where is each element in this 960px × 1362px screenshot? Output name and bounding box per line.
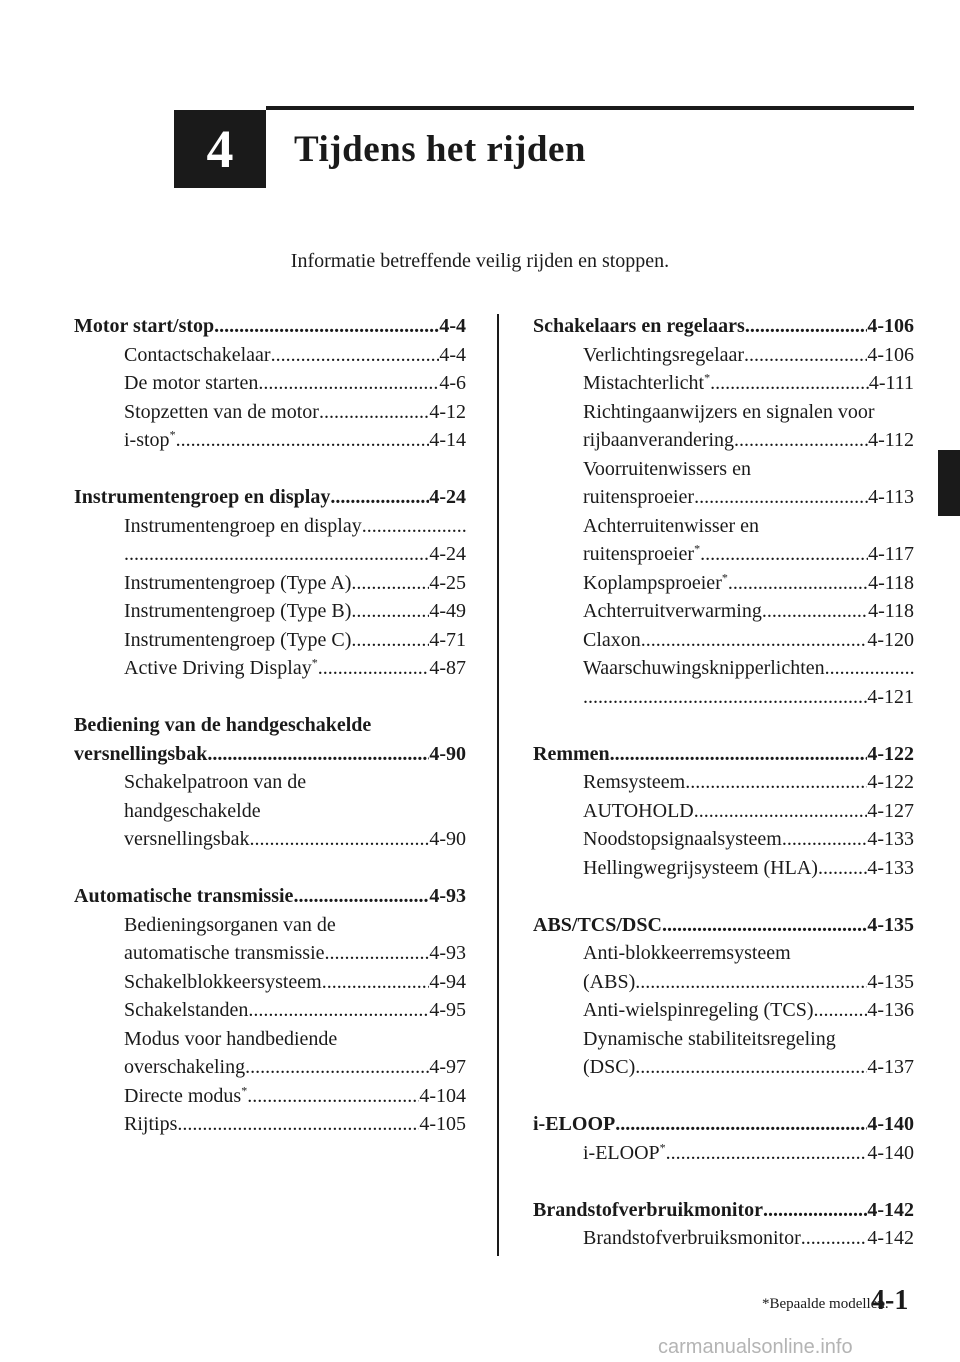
toc-entry[interactable]: De motor starten ..... 4-6 xyxy=(74,369,466,398)
toc-entry[interactable]: Koplampsproeier* ..... 4-118 xyxy=(533,569,914,598)
toc-entry[interactable]: Hellingwegrijsysteem (HLA) ..... 4-133 xyxy=(533,854,914,883)
toc-section xyxy=(74,483,466,683)
toc-heading[interactable]: ABS/TCS/DSC ..... 4-135 xyxy=(533,911,914,940)
toc-entry-continuation[interactable]: ..... 4-24 xyxy=(74,540,466,569)
toc-entry[interactable]: Claxon ..... 4-120 xyxy=(533,626,914,655)
toc-entry[interactable]: Schakelstanden ..... 4-95 xyxy=(74,996,466,1025)
watermark: carmanualsonline.info xyxy=(658,1336,853,1358)
toc-entry[interactable]: AUTOHOLD ..... 4-127 xyxy=(533,797,914,826)
toc-entry-line[interactable]: Dynamische stabiliteitsregeling xyxy=(583,1027,836,1050)
chapter-title: Tijdens het rijden xyxy=(294,129,587,170)
toc-entry[interactable]: Brandstofverbruiksmonitor ..... 4-142 xyxy=(533,1224,914,1253)
toc-entry[interactable]: Active Driving Display* ..... 4-87 xyxy=(74,654,466,683)
asterisk-marker: * xyxy=(311,655,318,670)
chapter-number-box xyxy=(174,110,266,188)
asterisk-marker: * xyxy=(659,1139,666,1154)
toc-right-column xyxy=(533,312,914,1281)
toc-entry[interactable]: ruitensproeier* ..... 4-117 xyxy=(533,540,914,569)
toc-heading[interactable]: Brandstofverbruikmonitor ..... 4-142 xyxy=(533,1196,914,1225)
toc-entry[interactable]: rijbaanverandering ..... 4-112 xyxy=(533,426,914,455)
chapter-side-tab xyxy=(938,450,960,516)
chapter-number: 4 xyxy=(206,119,234,179)
toc-section xyxy=(533,1196,914,1253)
header-rule xyxy=(266,106,914,110)
toc-entry[interactable]: (DSC) ..... 4-137 xyxy=(533,1053,914,1082)
chapter-intro: Informatie betreffende veilig rijden en stoppen. xyxy=(290,250,670,272)
toc-entry[interactable]: Contactschakelaar ..... 4-4 xyxy=(74,341,466,370)
toc-section xyxy=(533,1110,914,1167)
asterisk-marker: * xyxy=(721,569,728,584)
toc-entry[interactable]: Verlichtingsregelaar ..... 4-106 xyxy=(533,341,914,370)
toc-entry[interactable]: Directe modus* ..... 4-104 xyxy=(74,1082,466,1111)
toc-entry-line[interactable]: Modus voor handbediende xyxy=(124,1027,338,1050)
toc-entry[interactable]: Mistachterlicht* ..... 4-111 xyxy=(533,369,914,398)
toc-entry[interactable]: Schakelblokkeersysteem ..... 4-94 xyxy=(74,968,466,997)
toc-heading[interactable]: versnellingsbak ..... 4-90 xyxy=(74,740,466,769)
toc-section xyxy=(533,740,914,883)
toc-entry[interactable]: Waarschuwingsknipperlichten ..... xyxy=(533,654,914,683)
toc-heading[interactable]: i-ELOOP ..... 4-140 xyxy=(533,1110,914,1139)
toc-heading[interactable]: Remmen ..... 4-122 xyxy=(533,740,914,769)
toc-heading[interactable]: Schakelaars en regelaars ..... 4-106 xyxy=(533,312,914,341)
toc-entry-line[interactable]: Anti-blokkeerremsysteem xyxy=(583,942,791,964)
asterisk-marker: * xyxy=(694,541,701,556)
asterisk-marker: * xyxy=(241,1082,248,1097)
toc-left-column xyxy=(74,312,466,1167)
toc-entry[interactable]: overschakeling ..... 4-97 xyxy=(74,1053,466,1082)
toc-section xyxy=(74,312,466,455)
toc-section xyxy=(533,911,914,1082)
toc-entry[interactable]: Instrumentengroep (Type B) ..... 4-49 xyxy=(74,597,466,626)
toc-entry[interactable]: Stopzetten van de motor ..... 4-12 xyxy=(74,398,466,427)
toc-entry[interactable]: automatische transmissie ..... 4-93 xyxy=(74,939,466,968)
toc-section xyxy=(74,711,466,854)
toc-heading[interactable]: Motor start/stop ..... 4-4 xyxy=(74,312,466,341)
toc-entry[interactable]: i-ELOOP* ..... 4-140 xyxy=(533,1139,914,1168)
toc-entry[interactable]: Instrumentengroep en display ..... xyxy=(74,512,466,541)
toc-entry-line[interactable]: Achterruitenwisser en xyxy=(583,514,760,537)
toc-entry[interactable]: (ABS) ..... 4-135 xyxy=(533,968,914,997)
toc-entry[interactable]: Anti-wielspinregeling (TCS) ..... 4-136 xyxy=(533,996,914,1025)
toc-section xyxy=(533,312,914,711)
page-number: 4-1 xyxy=(871,1285,909,1316)
asterisk-marker: * xyxy=(704,370,711,385)
footnote: *Bepaalde modellen. xyxy=(762,1296,889,1312)
toc-entry-line[interactable]: Bedieningsorganen van de xyxy=(124,913,336,936)
toc-entry[interactable]: i-stop* ..... 4-14 xyxy=(74,426,466,455)
toc-entry-continuation[interactable]: ..... 4-121 xyxy=(533,683,914,712)
toc-entry[interactable]: Remsysteem ..... 4-122 xyxy=(533,768,914,797)
toc-section xyxy=(74,882,466,1139)
toc-entry-line[interactable]: Voorruitenwissers en xyxy=(583,457,751,480)
toc-entry-line[interactable]: Richtingaanwijzers en signalen voor xyxy=(583,400,875,423)
toc-entry[interactable]: Rijtips ..... 4-105 xyxy=(74,1110,466,1139)
toc-heading[interactable]: Automatische transmissie ..... 4-93 xyxy=(74,882,466,911)
asterisk-marker: * xyxy=(169,427,176,442)
toc-entry[interactable]: Instrumentengroep (Type C) ..... 4-71 xyxy=(74,626,466,655)
column-divider xyxy=(497,314,499,1256)
toc-entry-line[interactable]: Schakelpatroon van de xyxy=(124,771,307,793)
toc-entry[interactable]: Noodstopsignaalsysteem ..... 4-133 xyxy=(533,825,914,854)
toc-entry[interactable]: Achterruitverwarming ..... 4-118 xyxy=(533,597,914,626)
toc-heading[interactable]: Bediening van de handgeschakelde xyxy=(74,714,372,736)
toc-entry[interactable]: versnellingsbak ..... 4-90 xyxy=(74,825,466,854)
toc-entry[interactable]: Instrumentengroep (Type A) ..... 4-25 xyxy=(74,569,466,598)
toc-entry[interactable]: ruitensproeier ..... 4-113 xyxy=(533,483,914,512)
toc-heading[interactable]: Instrumentengroep en display ..... 4-24 xyxy=(74,483,466,512)
toc-entry-line[interactable]: handgeschakelde xyxy=(124,799,261,822)
